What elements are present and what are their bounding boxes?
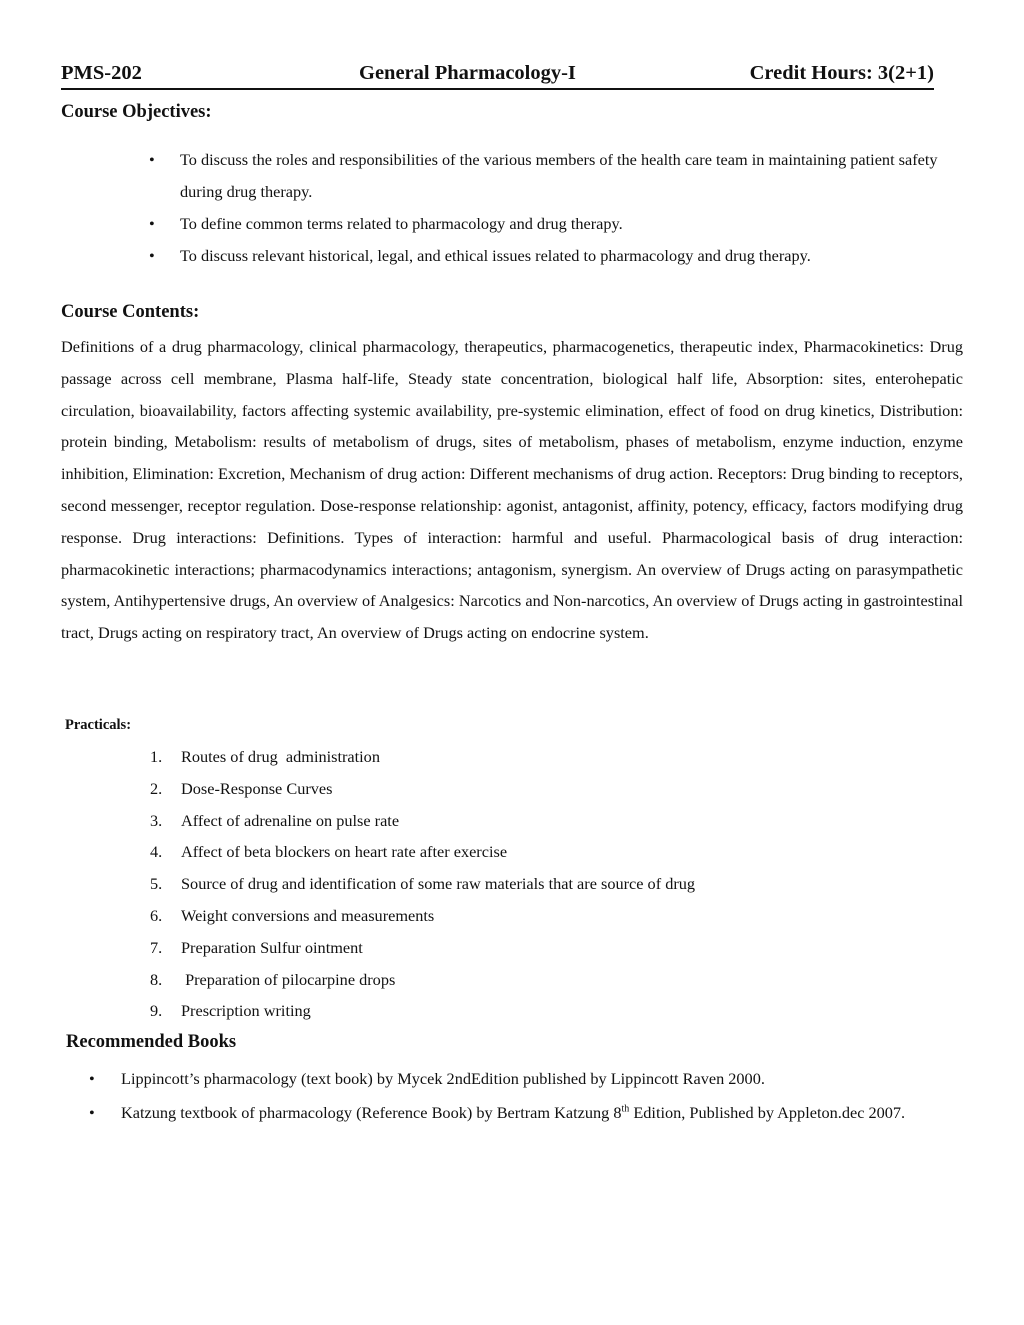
practical-number: 1. [150, 747, 163, 766]
practical-text: Source of drug and identification of some raw materials that are source of drug [181, 874, 696, 894]
book-item [89, 1097, 940, 1129]
practical-number: 9. [150, 1001, 163, 1021]
practical-item [150, 900, 695, 932]
edition-superscript: th [621, 1103, 630, 1115]
contents-heading: Course Contents: [61, 302, 200, 322]
practical-text: Preparation of pilocarpine drops [181, 969, 396, 989]
book-text-end: Edition, Published by Appleton.dec 2007. [629, 1102, 906, 1122]
practical-text: Affect of beta blockers on heart rate after exercise [181, 842, 508, 862]
course-title: General Pharmacology-I [359, 62, 576, 84]
practical-item [150, 805, 695, 837]
practical-number: 6. [150, 905, 163, 925]
practical-text: Preparation Sulfur ointment [181, 937, 363, 957]
bullet-icon: • [149, 246, 155, 265]
practical-text: Affect of adrenaline on pulse rate [181, 810, 400, 830]
book-text: Lippincott’s pharmacology (text book) by Mycek 2ndEdition published by Lippincott Raven 2000. [121, 1069, 765, 1088]
objective-text: To define common terms related to pharmacology and drug therapy. [180, 214, 623, 233]
practical-text: Prescription writing [181, 1001, 311, 1021]
practical-item [150, 964, 695, 996]
page-header [61, 60, 934, 90]
objective-item [149, 240, 949, 272]
practicals-list [150, 741, 695, 1027]
book-text-start: Katzung textbook of pharmacology (Reference Book) by Bertram Katzung 8 [121, 1102, 622, 1122]
bullet-icon: • [149, 150, 155, 169]
practical-item [150, 836, 695, 868]
objectives-list [149, 144, 949, 272]
practical-number: 5. [150, 874, 163, 894]
books-heading: Recommended Books [66, 1032, 237, 1052]
practical-text: Routes of drug administration [181, 747, 380, 766]
practical-text: Weight conversions and measurements [181, 905, 435, 925]
contents-paragraph: Definitions of a drug pharmacology, clinical pharmacology, therapeutics, pharmacogenetics, therapeutic index, Pharmacokinetics: Drug passage across cell membrane, Plasma half-life, Steady state concentration, biological half life, Absorption: sites, enterohepatic circulation, bioavailability, factors affecting systemic availability, pre-systemic elimination, effect of food on drug kinetics, Distribution: protein binding, Metabolism: results of metabolism of drugs, sites of metabolism, phases of metabolism, enzyme induction, enzyme inhibition, Elimination: Excretion, Mechanism of drug action: Different mechanisms of drug action. Receptors: Drug binding to receptors, second messenger, receptor regulation. Dose-response relationship: agonist, antagonist, affinity, potency, efficacy, factors modifying drug response. Drug interactions: Definitions. Types of interaction: harmful and useful. Pharmacological basis of drug interaction: pharmacokinetic interactions; pharmacodynamics interactions; antagonism, synergism. An overview of Drugs acting on parasympathetic system, Antihypertensive drugs, An overview of Analgesics: Narcotics and Non-narcotics, An overview of Drugs acting in gastrointestinal tract, Drugs acting on respiratory tract, An overview of Drugs acting on endocrine system. [61, 337, 963, 643]
practical-item [150, 741, 695, 773]
practical-number: 3. [150, 810, 163, 830]
objective-text: To discuss relevant historical, legal, and ethical issues related to pharmacology and drug therapy. [180, 246, 811, 265]
books-list [89, 1063, 940, 1131]
practical-item [150, 773, 695, 805]
practical-number: 8. [150, 969, 163, 989]
practicals-heading: Practicals: [65, 717, 132, 733]
book-item [89, 1063, 940, 1095]
objectives-heading: Course Objectives: [61, 102, 212, 122]
objective-text: To discuss the roles and responsibilities of the various members of the health care team in maintaining patient safety during drug therapy. [180, 150, 938, 201]
objective-item [149, 208, 949, 240]
objective-item [149, 144, 949, 208]
credit-hours: Credit Hours: 3(2+1) [749, 62, 934, 84]
practical-item [150, 868, 695, 900]
bullet-icon: • [149, 214, 155, 233]
course-code: PMS-202 [61, 62, 142, 84]
practical-number: 2. [150, 778, 163, 798]
practical-item [150, 995, 695, 1027]
bullet-icon: • [89, 1069, 95, 1088]
bullet-icon: • [89, 1102, 95, 1122]
practical-item [150, 932, 695, 964]
practical-number: 7. [150, 937, 163, 957]
practical-number: 4. [150, 842, 163, 862]
practical-text: Dose-Response Curves [181, 778, 333, 798]
